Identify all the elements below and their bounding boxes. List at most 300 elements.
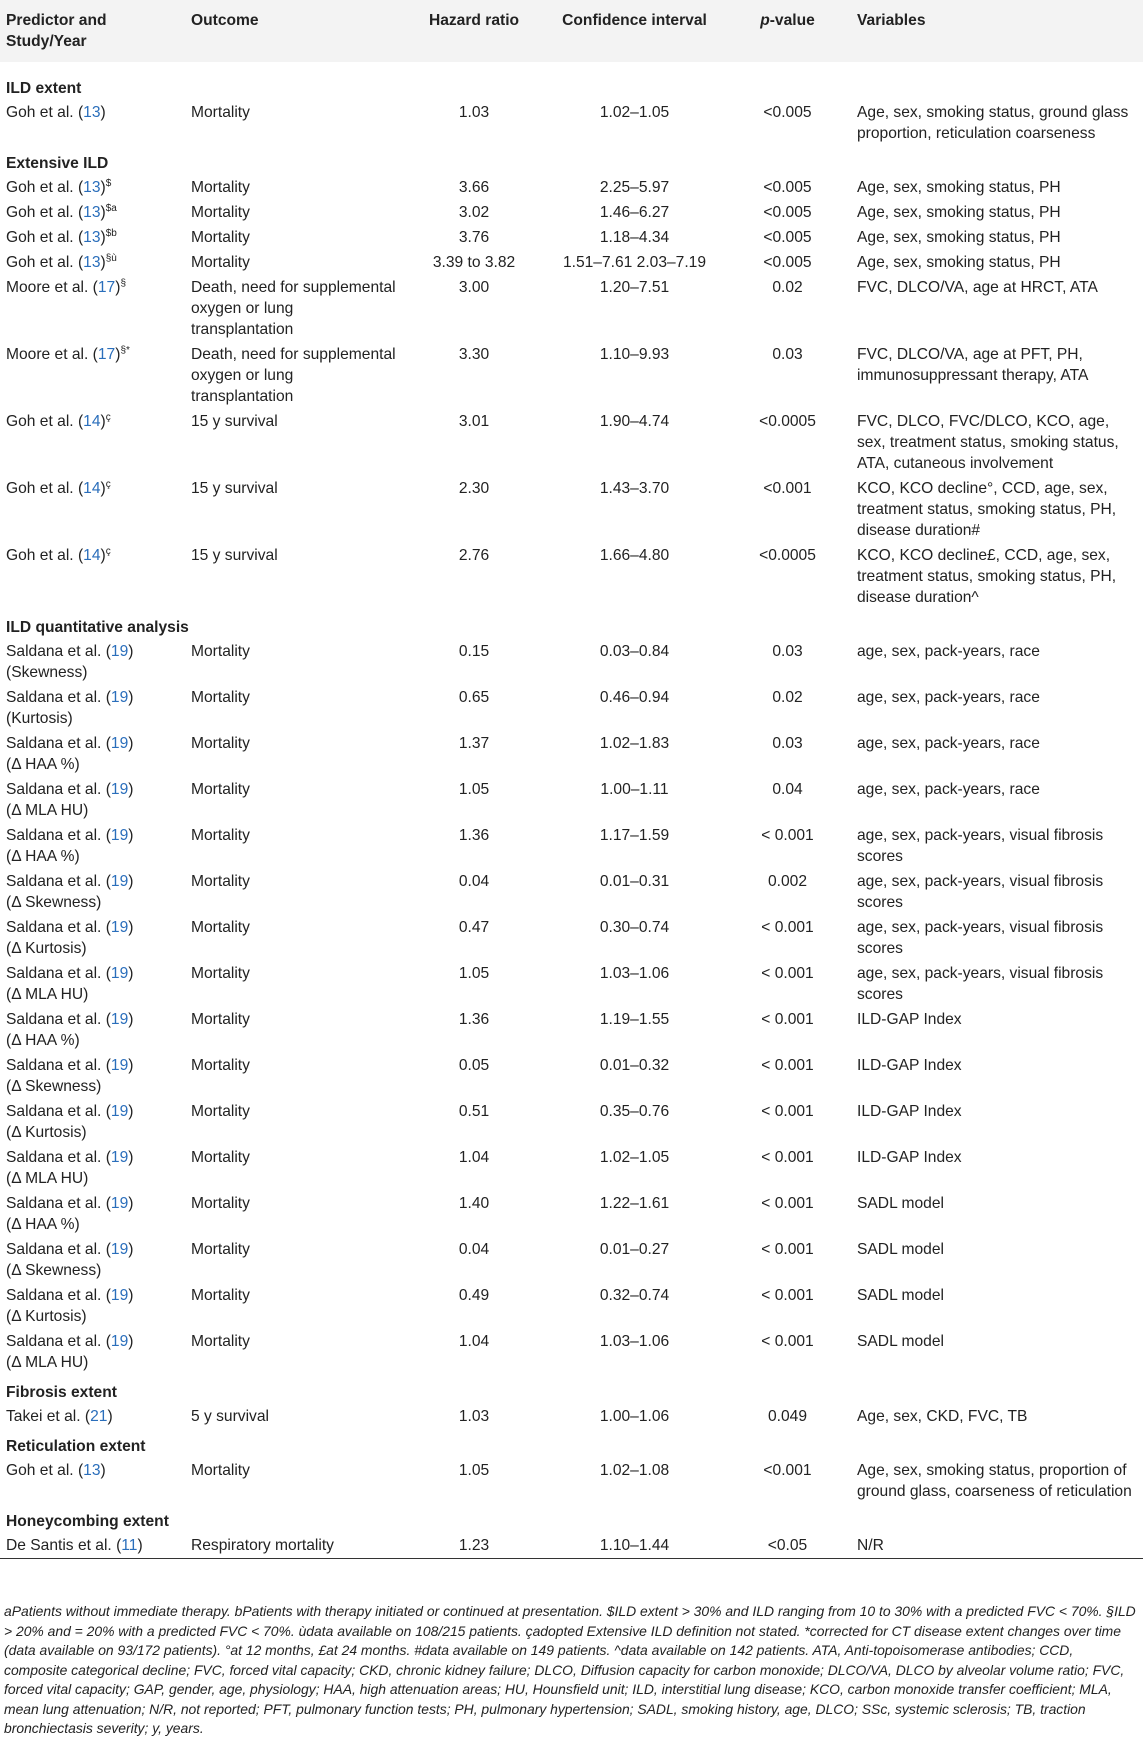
reference-link[interactable]: 19 (110, 643, 129, 660)
study-name-close: ) (100, 229, 106, 246)
reference-link[interactable]: 19 (110, 827, 129, 844)
variables-cell: age, sex, pack-years, race (857, 689, 1040, 706)
reference-link[interactable]: 19 (110, 919, 129, 936)
predictor-cell (0, 1145, 185, 1191)
outcome-cell: Mortality (191, 1287, 250, 1304)
footnote-marker: §ù (105, 252, 117, 264)
predictor-measure: (Δ Skewness) (6, 1078, 102, 1095)
predictor-cell (0, 100, 185, 146)
variables-cell: KCO, KCO decline°, CCD, age, sex, treatment status, smoking status, PH, disease duration# (857, 480, 1117, 539)
header-variables: Variables (857, 12, 926, 29)
reference-link[interactable]: 19 (110, 735, 129, 752)
predictor-cell (0, 1237, 185, 1283)
study-name-close: ) (128, 1241, 134, 1258)
reference-link[interactable]: 13 (83, 229, 101, 246)
variables-cell: Age, sex, CKD, FVC, TB (857, 1408, 1028, 1425)
hazard-ratio-cell: 1.05 (458, 1462, 490, 1479)
variables-cell: ILD-GAP Index (857, 1011, 962, 1028)
hazard-ratio-cell: 1.36 (458, 827, 490, 844)
p-value-cell: < 0.001 (761, 1195, 814, 1212)
variables-cell: age, sex, pack-years, visual fibrosis scores (857, 827, 1104, 865)
outcome-cell: Mortality (191, 1057, 250, 1074)
section-header-row (0, 62, 1143, 100)
confidence-interval-cell: 1.10–1.44 (545, 1533, 724, 1559)
variables-cell: N/R (851, 1533, 1143, 1559)
study-name-close: ) (137, 1537, 143, 1554)
study-name-close: ) (128, 965, 134, 982)
table-row (0, 250, 1143, 275)
study-name-close: ) (128, 1011, 134, 1028)
confidence-interval-cell: 0.35–0.76 (599, 1103, 670, 1120)
study-name: Goh et al. ( (6, 204, 84, 221)
confidence-interval-cell: 1.51–7.61 2.03–7.19 (562, 254, 707, 271)
confidence-interval-cell: 0.30–0.74 (599, 919, 670, 936)
study-name-close: ) (100, 547, 106, 564)
predictor-cell (0, 275, 185, 342)
study-name-close: ) (128, 643, 134, 660)
confidence-interval-cell: 1.10–9.93 (599, 346, 670, 363)
variables-cell: Age, sex, smoking status, PH (857, 229, 1061, 246)
table-row (0, 1237, 1143, 1283)
reference-link[interactable]: 17 (97, 346, 116, 363)
study-name-close: ) (100, 104, 106, 121)
hazard-ratio-cell: 1.04 (458, 1333, 490, 1350)
hazard-ratio-cell: 0.05 (458, 1057, 490, 1074)
predictor-cell (0, 869, 185, 915)
study-name: Saldana et al. ( (6, 735, 111, 752)
predictor-cell (0, 1283, 185, 1329)
hazard-ratio-cell: 3.66 (458, 179, 490, 196)
hazard-ratio-cell: 0.04 (458, 1241, 490, 1258)
predictor-measure: (Δ HAA %) (6, 1216, 80, 1233)
p-value-cell: < 0.001 (761, 1241, 814, 1258)
hazard-ratio-cell: 3.39 to 3.82 (432, 254, 516, 271)
variables-cell: ILD-GAP Index (857, 1103, 962, 1120)
confidence-interval-cell: 1.02–1.83 (599, 735, 670, 752)
section-header-row (0, 146, 1143, 175)
p-value-cell: 0.002 (767, 873, 808, 890)
hazard-ratio-cell: 2.76 (458, 547, 490, 564)
study-name-close: ) (128, 1057, 134, 1074)
table-footnote (0, 1602, 1143, 1739)
study-name: Saldana et al. ( (6, 1011, 111, 1028)
table-row (0, 1329, 1143, 1375)
study-name: Saldana et al. ( (6, 1149, 111, 1166)
p-value-cell: < 0.001 (761, 827, 814, 844)
p-value-cell: < 0.001 (761, 1103, 814, 1120)
table-row (0, 685, 1143, 731)
reference-link[interactable]: 14 (83, 547, 101, 564)
study-name-close: ) (128, 1195, 134, 1212)
study-name-close: ) (115, 279, 121, 296)
p-value-cell: <0.005 (763, 254, 812, 271)
study-name: Saldana et al. ( (6, 965, 111, 982)
predictor-cell (0, 961, 185, 1007)
study-name-close: ) (100, 179, 106, 196)
study-name: Saldana et al. ( (6, 1103, 111, 1120)
table-row (0, 915, 1143, 961)
outcome-cell: Death, need for supplemental oxygen or lung transplantation (191, 279, 396, 338)
study-name: Takei et al. ( (6, 1408, 91, 1425)
study-name: Moore et al. ( (6, 279, 98, 296)
predictor-cell (0, 250, 185, 275)
table-row (0, 1458, 1143, 1504)
reference-link[interactable]: 13 (83, 254, 101, 271)
p-value-cell: 0.02 (772, 279, 803, 296)
outcome-cell: Mortality (191, 1103, 250, 1120)
study-name-close: ) (128, 1287, 134, 1304)
p-value-cell: 0.049 (767, 1408, 808, 1425)
section-header-row (0, 1504, 1143, 1533)
predictor-cell (0, 1053, 185, 1099)
hazard-ratio-cell: 0.51 (458, 1103, 490, 1120)
predictor-cell (0, 476, 185, 543)
footnote-marker: $ (105, 177, 112, 189)
outcome-cell: Mortality (191, 1333, 250, 1350)
confidence-interval-cell: 1.66–4.80 (599, 547, 670, 564)
reference-link[interactable]: 19 (110, 1057, 129, 1074)
predictor-measure: (Kurtosis) (6, 710, 73, 727)
table-row (0, 543, 1143, 610)
outcome-cell: Mortality (191, 781, 250, 798)
predictor-measure: (Δ MLA HU) (6, 802, 89, 819)
predictor-measure: (Δ Kurtosis) (6, 1124, 87, 1141)
variables-cell: age, sex, pack-years, race (857, 643, 1040, 660)
study-name: Saldana et al. ( (6, 1057, 111, 1074)
p-value-cell: < 0.001 (761, 965, 814, 982)
study-name-close: ) (128, 1103, 134, 1120)
confidence-interval-cell: 1.00–1.11 (600, 781, 669, 798)
reference-link[interactable]: 19 (110, 1103, 129, 1120)
variables-cell: SADL model (857, 1195, 944, 1212)
header-hazard-ratio: Hazard ratio (428, 12, 520, 29)
outcome-cell: Mortality (191, 689, 250, 706)
confidence-interval-cell: 0.01–0.27 (599, 1241, 670, 1258)
hazard-ratio-cell: 3.76 (458, 229, 490, 246)
reference-link[interactable]: 19 (110, 1149, 129, 1166)
variables-cell: age, sex, pack-years, visual fibrosis scores (857, 919, 1104, 957)
outcome-cell: Death, need for supplemental oxygen or lung transplantation (191, 346, 396, 405)
section-title: Fibrosis extent (6, 1384, 117, 1401)
study-name: Goh et al. ( (6, 104, 84, 121)
header-p-value (724, 0, 851, 62)
hazard-ratio-cell: 1.05 (458, 965, 490, 982)
predictor-cell (0, 409, 185, 476)
outcome-cell: Mortality (191, 229, 250, 246)
predictor-cell (0, 200, 185, 225)
table-row (0, 823, 1143, 869)
hazard-ratio-cell: 1.36 (458, 1011, 490, 1028)
variables-cell: age, sex, pack-years, visual fibrosis scores (857, 965, 1104, 1003)
study-name: Goh et al. ( (6, 547, 84, 564)
outcome-cell: Respiratory mortality (185, 1533, 403, 1559)
footnote-marker: § (120, 277, 126, 289)
predictor-cell (0, 1329, 185, 1375)
outcome-cell: Mortality (191, 643, 250, 660)
p-value-cell: 0.03 (772, 346, 803, 363)
hazard-ratio-cell: 3.30 (458, 346, 490, 363)
header-predictor: Predictor and Study/Year (6, 12, 107, 50)
table-row (0, 731, 1143, 777)
predictor-measure: (Δ Skewness) (6, 894, 102, 911)
outcome-cell: Mortality (191, 1241, 250, 1258)
outcome-cell: 15 y survival (191, 547, 278, 564)
study-name-close: ) (128, 873, 134, 890)
study-name: Saldana et al. ( (6, 1333, 111, 1350)
predictor-cell (0, 1007, 185, 1053)
outcome-cell: Mortality (191, 735, 250, 752)
study-name-close: ) (100, 1462, 106, 1479)
predictor-cell (0, 685, 185, 731)
p-value-cell: < 0.001 (761, 1149, 814, 1166)
reference-link[interactable]: 19 (110, 1241, 129, 1258)
study-name: Saldana et al. ( (6, 643, 111, 660)
reference-link[interactable]: 13 (83, 104, 101, 121)
table-row (0, 409, 1143, 476)
hazard-ratio-cell: 0.47 (458, 919, 490, 936)
section-header-row (0, 1375, 1143, 1404)
confidence-interval-cell: 0.01–0.31 (599, 873, 670, 890)
table-row (0, 639, 1143, 685)
reference-link[interactable]: 11 (121, 1537, 138, 1554)
hazard-ratio-cell: 3.00 (458, 279, 490, 296)
p-value-cell: <0.05 (724, 1533, 851, 1559)
hazard-ratio-cell: 0.65 (458, 689, 490, 706)
p-value-cell: <0.005 (763, 104, 812, 121)
study-name-close: ) (100, 480, 106, 497)
variables-cell: age, sex, pack-years, race (857, 735, 1040, 752)
study-name-close: ) (100, 413, 106, 430)
p-value-cell: <0.001 (763, 1462, 812, 1479)
outcome-cell: Mortality (191, 1195, 250, 1212)
reference-link[interactable]: 19 (110, 1287, 129, 1304)
table-row (0, 476, 1143, 543)
predictor-measure: (Δ HAA %) (6, 848, 80, 865)
predictor-cell (0, 777, 185, 823)
table-row (0, 100, 1143, 146)
section-title: Reticulation extent (6, 1438, 146, 1455)
footnote-text: aPatients without immediate therapy. bPatients with therapy initiated or continued at presentation. $ILD extent > 30% and ILD ranging from 10 to 30% with a predicted FVC < 70%. §ILD > 20% and = 20% with a predicted FVC < 70%. ùdata available on 108/215 patients. çadopted Extensive ILD definition not stated. *corrected for CT disease extent changes over time (data available on 93/172 patients). °at 12 months, £at 24 months. #data available on 149 patients. ^data available on 142 patients. ATA, Anti-topoisomerase antibodies; CCD, composite categorical decline; FVC, forced vital capacity; CKD, chronic kidney failure; DLCO, Diffusion capacity for carbon monoxide; DLCO/VA, DLCO by alveolar volume ratio; FVC, forced vital capacity; GAP, gender, age, physiology; HAA, high attenuation areas; HU, Hounsfield unit; ILD, interstitial lung disease; KCO, carbon monoxide transfer coefficient; MLA, mean lung attenuation; N/R, not reported; PFT, pulmonary function tests; PH, pulmonary hypertension; SADL, smoking history, age, DLCO; SSc, systemic sclerosis; TB, traction bronchiectasis severity; y, years. (4, 1603, 1136, 1736)
outcome-cell: Mortality (191, 254, 250, 271)
hazard-ratio-cell: 1.23 (403, 1533, 545, 1559)
outcome-cell: 15 y survival (191, 413, 278, 430)
confidence-interval-cell: 1.02–1.05 (599, 1149, 670, 1166)
footnote-marker: ç (105, 478, 111, 490)
table-row (0, 1145, 1143, 1191)
outcome-cell: 5 y survival (191, 1408, 269, 1425)
confidence-interval-cell: 0.01–0.32 (599, 1057, 670, 1074)
confidence-interval-cell: 1.46–6.27 (599, 204, 670, 221)
table-row (0, 961, 1143, 1007)
table-row (0, 200, 1143, 225)
study-name-close: ) (128, 689, 134, 706)
footnote-marker: §* (120, 344, 130, 356)
p-value-cell: <0.0005 (759, 547, 816, 564)
reference-link[interactable]: 14 (83, 413, 101, 430)
predictor-cell (0, 915, 185, 961)
predictor-measure: (Δ HAA %) (6, 756, 80, 773)
confidence-interval-cell: 1.17–1.59 (599, 827, 670, 844)
outcome-cell: Mortality (191, 827, 250, 844)
table-row (0, 1007, 1143, 1053)
p-value-cell: < 0.001 (761, 1287, 814, 1304)
reference-link[interactable]: 13 (83, 1462, 101, 1479)
hazard-ratio-cell: 1.03 (458, 104, 490, 121)
study-name: Goh et al. ( (6, 480, 84, 497)
section-title: ILD quantitative analysis (6, 619, 189, 636)
table-row (0, 275, 1143, 342)
reference-link[interactable]: 14 (83, 480, 101, 497)
study-name-close: ) (100, 254, 106, 271)
table-row (0, 1283, 1143, 1329)
variables-cell: SADL model (857, 1287, 944, 1304)
study-name: Saldana et al. ( (6, 1287, 111, 1304)
study-name-close: ) (128, 919, 134, 936)
predictor-measure: (Δ MLA HU) (6, 1354, 89, 1371)
study-name-close: ) (128, 781, 134, 798)
outcome-cell: Mortality (191, 179, 250, 196)
outcome-cell: Mortality (191, 919, 250, 936)
p-value-cell: < 0.001 (761, 1057, 814, 1074)
study-name: Saldana et al. ( (6, 1241, 111, 1258)
predictor-cell (0, 731, 185, 777)
study-name-close: ) (107, 1408, 113, 1425)
confidence-interval-cell: 0.32–0.74 (599, 1287, 670, 1304)
outcome-cell: Mortality (191, 104, 250, 121)
p-value-cell: <0.005 (763, 229, 812, 246)
hazard-ratio-cell: 3.01 (458, 413, 490, 430)
header-p-rest: -value (769, 12, 815, 29)
footnote-marker: ç (105, 545, 111, 557)
header-confidence-interval: Confidence interval (562, 12, 707, 29)
p-value-cell: < 0.001 (761, 1011, 814, 1028)
predictor-cell (0, 225, 185, 250)
footnote-marker: $b (105, 227, 117, 239)
reference-link[interactable]: 19 (110, 965, 129, 982)
predictor-measure: (Δ Skewness) (6, 1262, 102, 1279)
hazard-ratio-cell: 1.40 (458, 1195, 490, 1212)
variables-cell: age, sex, pack-years, race (857, 781, 1040, 798)
hazard-ratio-cell: 0.04 (458, 873, 490, 890)
footnote-marker: $a (105, 202, 117, 214)
hazard-ratio-cell: 2.30 (458, 480, 490, 497)
study-name: Goh et al. ( (6, 179, 84, 196)
predictor-cell (0, 342, 185, 409)
confidence-interval-cell: 1.03–1.06 (599, 1333, 670, 1350)
variables-cell: Age, sex, smoking status, PH (857, 179, 1061, 196)
footnote-marker: ç (105, 411, 111, 423)
table-body (0, 62, 1143, 1559)
p-value-cell: <0.001 (763, 480, 812, 497)
table-row (0, 342, 1143, 409)
study-name-close: ) (100, 204, 106, 221)
p-value-cell: 0.04 (772, 781, 803, 798)
section-title: Honeycombing extent (6, 1513, 169, 1530)
study-name: De Santis et al. ( (6, 1537, 122, 1554)
outcome-cell: Mortality (191, 204, 250, 221)
study-name: Saldana et al. ( (6, 781, 111, 798)
predictor-measure: (Δ MLA HU) (6, 1170, 89, 1187)
p-value-cell: 0.02 (772, 689, 803, 706)
confidence-interval-cell: 1.43–3.70 (599, 480, 670, 497)
table-row (0, 1533, 1143, 1559)
outcome-cell: Mortality (191, 873, 250, 890)
hazard-ratio-cell: 1.05 (458, 781, 490, 798)
study-name: Saldana et al. ( (6, 689, 111, 706)
outcome-cell: 15 y survival (191, 480, 278, 497)
hazard-ratio-cell: 0.49 (458, 1287, 490, 1304)
predictor-cell (0, 823, 185, 869)
study-name-close: ) (128, 1149, 134, 1166)
study-name: Moore et al. ( (6, 346, 98, 363)
p-value-cell: <0.0005 (759, 413, 816, 430)
confidence-interval-cell: 1.19–1.55 (599, 1011, 670, 1028)
reference-link[interactable]: 21 (90, 1408, 108, 1425)
p-value-cell: 0.03 (772, 735, 803, 752)
predictor-cell (0, 639, 185, 685)
confidence-interval-cell: 1.00–1.06 (599, 1408, 670, 1425)
reference-link[interactable]: 19 (110, 781, 129, 798)
confidence-interval-cell: 1.90–4.74 (599, 413, 670, 430)
table-row (0, 225, 1143, 250)
confidence-interval-cell: 2.25–5.97 (599, 179, 670, 196)
reference-link[interactable]: 13 (83, 179, 101, 196)
reference-link[interactable]: 19 (110, 689, 129, 706)
variables-cell: FVC, DLCO, FVC/DLCO, KCO, age, sex, treatment status, smoking status, ATA, cutaneous involvement (857, 413, 1119, 472)
study-name: Saldana et al. ( (6, 873, 111, 890)
predictor-measure: (Skewness) (6, 664, 88, 681)
table-row (0, 1404, 1143, 1429)
variables-cell: FVC, DLCO/VA, age at HRCT, ATA (857, 279, 1098, 296)
study-name: Goh et al. ( (6, 1462, 84, 1479)
variables-cell: Age, sex, smoking status, PH (857, 254, 1061, 271)
hazard-ratio-cell: 1.03 (458, 1408, 490, 1425)
confidence-interval-cell: 0.46–0.94 (599, 689, 670, 706)
outcome-cell: Mortality (191, 965, 250, 982)
reference-link[interactable]: 19 (110, 873, 129, 890)
study-name: Goh et al. ( (6, 254, 84, 271)
reference-link[interactable]: 17 (97, 279, 116, 296)
predictor-cell (0, 1404, 185, 1429)
study-name-close: ) (128, 735, 134, 752)
reference-link[interactable]: 19 (110, 1011, 129, 1028)
study-name: Saldana et al. ( (6, 1195, 111, 1212)
confidence-interval-cell: 1.20–7.51 (599, 279, 670, 296)
study-name-close: ) (115, 346, 121, 363)
predictor-measure: (Δ MLA HU) (6, 986, 89, 1003)
p-value-cell: <0.005 (763, 179, 812, 196)
reference-link[interactable]: 19 (110, 1195, 129, 1212)
variables-cell: SADL model (857, 1241, 944, 1258)
hazard-ratio-cell: 1.37 (458, 735, 490, 752)
variables-cell: FVC, DLCO/VA, age at PFT, PH, immunosuppressant therapy, ATA (857, 346, 1089, 384)
study-name: Goh et al. ( (6, 229, 84, 246)
reference-link[interactable]: 13 (83, 204, 101, 221)
confidence-interval-cell: 0.03–0.84 (599, 643, 670, 660)
outcome-cell: Mortality (191, 1462, 250, 1479)
variables-cell: ILD-GAP Index (857, 1057, 962, 1074)
hazard-ratio-cell: 3.02 (458, 204, 490, 221)
table-row (0, 869, 1143, 915)
study-name-close: ) (128, 827, 134, 844)
p-value-cell: <0.005 (763, 204, 812, 221)
table-row (0, 1099, 1143, 1145)
study-name: Saldana et al. ( (6, 919, 111, 936)
variables-cell: age, sex, pack-years, visual fibrosis scores (857, 873, 1104, 911)
header-p-italic: p (760, 12, 770, 29)
reference-link[interactable]: 19 (110, 1333, 129, 1350)
table-row (0, 1191, 1143, 1237)
